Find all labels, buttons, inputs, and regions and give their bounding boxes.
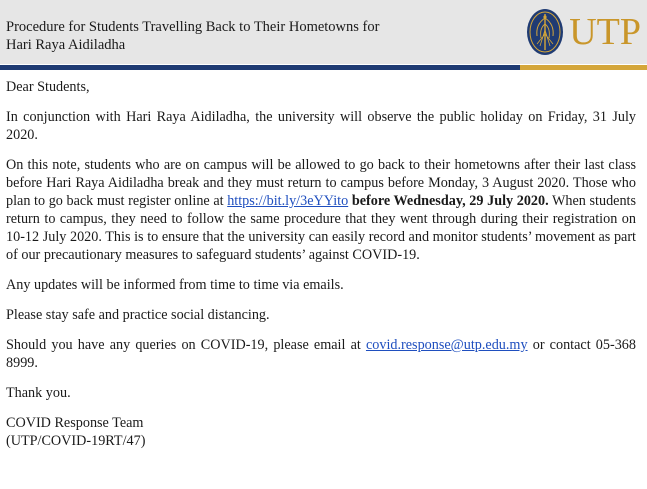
registration-link[interactable]: https://bit.ly/3eYYito	[227, 193, 349, 209]
closing: Thank you.	[6, 385, 71, 401]
procedure-text-a: On this note, students who are on campus will be allowed to go back to their hometowns after their last class before Hari Raya Aidiladha break and they must return to campus before Monday, 3 August 2020. Those who plan to go back must register online at	[6, 157, 636, 209]
header-title	[6, 18, 506, 54]
signature-reference: (UTP/COVID-19RT/47)	[6, 433, 146, 449]
contact-text-a: Should you have any queries on COVID-19, please email at	[6, 337, 366, 353]
header-rule-gold	[520, 65, 647, 70]
signature-block	[6, 414, 636, 450]
paragraph-holiday: In conjunction with Hari Raya Aidiladha, the university will observe the public holiday on Friday, 31 July 2020.	[6, 109, 636, 143]
greeting: Dear Students,	[6, 79, 90, 95]
paragraph-updates: Any updates will be informed from time to time via emails.	[6, 277, 344, 293]
header-title-line-2: Hari Raya Aidiladha	[6, 37, 126, 53]
contact-text-b: or contact 05-368 8999.	[6, 337, 636, 371]
header-title-line-1: Procedure for Students Travelling Back to Their Hometowns for	[6, 19, 380, 35]
paragraph-safety: Please stay safe and practice social distancing.	[6, 307, 270, 323]
email-link[interactable]: covid.response@utp.edu.my	[365, 337, 528, 353]
paragraph-contact	[6, 336, 636, 372]
procedure-text-b: When students return to campus, they need to follow the same procedure that they went through during their registration on 10-12 July 2020. This is to ensure that the university can easily record and monitor students’ movement as part of our precautionary measures to safeguard students’ against COVID-19.	[6, 193, 637, 263]
signature-name: COVID Response Team	[6, 415, 144, 431]
logo-text: UTP	[569, 11, 641, 53]
header-rule-navy	[0, 65, 520, 70]
deadline-text: before Wednesday, 29 July 2020.	[351, 193, 549, 209]
letter-header	[0, 0, 647, 64]
utp-emblem-icon	[525, 8, 565, 56]
utp-logo	[525, 8, 641, 56]
letter-body	[6, 78, 636, 450]
paragraph-procedure	[6, 156, 636, 264]
